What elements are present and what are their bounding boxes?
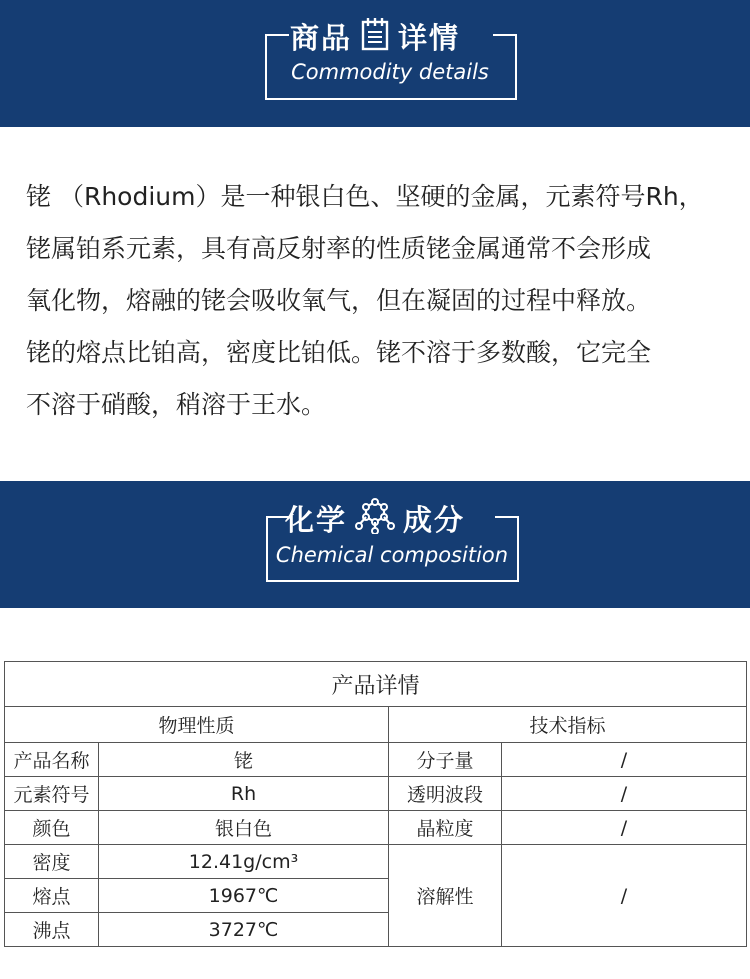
row-label: 密度 <box>5 845 99 879</box>
spec-label: 晶粒度 <box>389 811 502 845</box>
title-left: 商品 <box>289 21 352 55</box>
row-label: 产品名称 <box>5 743 99 777</box>
table-row <box>5 811 747 845</box>
table-title: 产品详情 <box>5 662 747 707</box>
spec-value: / <box>502 743 747 777</box>
physical-properties-header: 物理性质 <box>5 707 389 743</box>
description-line: 铑 （Rhodium）是一种银白色、坚硬的金属，元素符号Rh， <box>26 182 704 211</box>
commodity-details-banner <box>0 0 750 127</box>
row-label: 颜色 <box>5 811 99 845</box>
row-value: 1967℃ <box>99 879 389 913</box>
section-subtitle: Chemical composition <box>275 543 509 567</box>
row-label: 沸点 <box>5 913 99 947</box>
row-label: 熔点 <box>5 879 99 913</box>
description-line: 铑的熔点比铂高，密度比铂低。铑不溶于多数酸，它完全 <box>26 338 652 367</box>
row-value: 12.41g/cm³ <box>99 845 389 879</box>
notepad-icon <box>360 17 390 58</box>
technical-specs-header: 技术指标 <box>389 707 747 743</box>
spec-value: / <box>502 777 747 811</box>
spec-label: 溶解性 <box>389 845 502 947</box>
section-title <box>0 498 750 544</box>
molecule-icon <box>355 498 395 541</box>
section-subtitle: Commodity details <box>291 60 489 84</box>
row-value: 银白色 <box>99 811 389 845</box>
title-right: 详情 <box>398 21 461 55</box>
spec-value: / <box>502 811 747 845</box>
row-value: 铑 <box>99 743 389 777</box>
description-line: 铑属铂系元素，具有高反射率的性质铑金属通常不会形成 <box>26 234 652 263</box>
description-line: 氧化物，熔融的铑会吸收氧气，但在凝固的过程中释放。 <box>26 286 652 315</box>
table-row <box>5 743 747 777</box>
description-line: 不溶于硝酸，稍溶于王水。 <box>26 390 327 419</box>
product-description <box>26 171 738 431</box>
table-row <box>5 845 747 879</box>
spec-value: / <box>502 845 747 947</box>
spec-label: 分子量 <box>389 743 502 777</box>
section-title <box>0 16 750 61</box>
row-label: 元素符号 <box>5 777 99 811</box>
row-value: Rh <box>99 777 389 811</box>
product-spec-table <box>4 661 747 947</box>
table-row <box>5 777 747 811</box>
title-right: 成分 <box>403 503 466 537</box>
row-value: 3727℃ <box>99 913 389 947</box>
title-left: 化学 <box>284 503 347 537</box>
spec-label: 透明波段 <box>389 777 502 811</box>
